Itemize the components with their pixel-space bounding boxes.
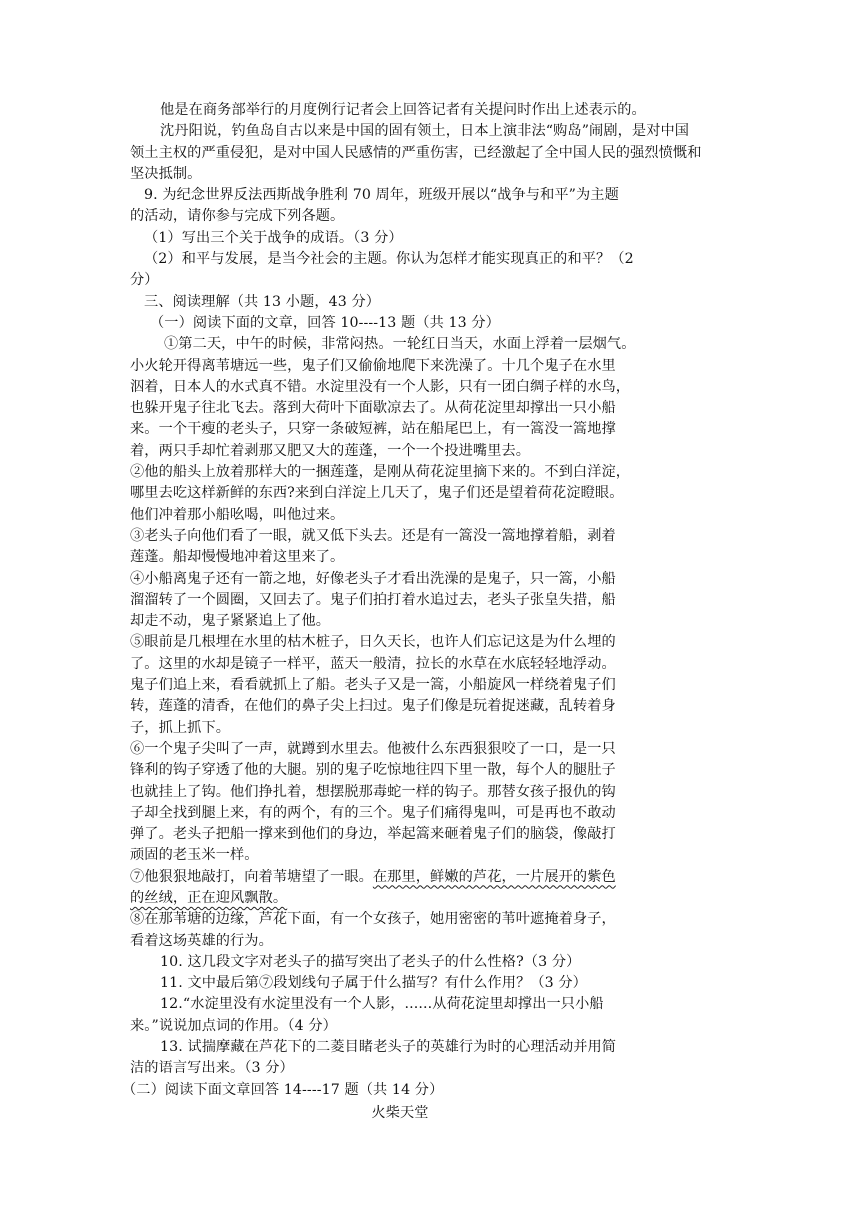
passage-para-1-line-6: 着，两只手却忙着剥那又肥又大的莲蓬，一个一个投进嘴里去。: [130, 442, 531, 459]
question-12-line-1: 12.“水淀里没有水淀里没有一个人影，......从荷花淀里却撑出一只小船: [160, 996, 604, 1013]
question-13-line-2: 洁的语言写出来。（3 分）: [130, 1060, 294, 1077]
passage-para-1-line-3: 泅着，日本人的水式真不错。水淀里没有一个人影，只有一团白绸子样的水鸟，: [130, 378, 631, 395]
passage-para-2-line-2: 哪里去吃这样新鲜的东西?来到白洋淀上几天了，鬼子们还是望着荷花淀瞪眼。: [130, 485, 624, 502]
news-paragraph-2-line-2: 领土主权的严重侵犯，是对中国人民感情的严重伤害，已经激起了全中国人民的强烈愤慨和: [130, 144, 702, 161]
passage-para-6-line-4: 子却全找到腿上来，有的两个，有的三个。鬼子们痛得鬼叫，可是再也不敢动: [130, 804, 616, 821]
question-9-sub-2-line-2: 分）: [130, 272, 159, 289]
underlined-sentence-part-1: 在那里，鲜嫩的芦花，一片展开的紫色: [372, 868, 616, 885]
part-1-heading: （一）阅读下面的文章，回答 10----13 题（共 13 分）: [150, 314, 500, 331]
underlined-sentence-part-2: 的丝绒，正在迎风飘散。: [130, 889, 288, 906]
passage-para-1-line-5: 来。一个干瘦的老头子，只穿一条破短裤，站在船尾巴上，有一篙没一篙地撑: [130, 421, 616, 438]
question-9-line-2: 的活动，请你参与完成下列各题。: [130, 208, 345, 225]
question-12-line-2: 来。”说说加点词的作用。（4 分）: [130, 1017, 337, 1034]
passage-para-8-line-2: 看着这场英雄的行为。: [130, 932, 273, 949]
passage-para-4-line-2: 溜溜转了一个圆圈，又回去了。鬼子们拍打着水追过去，老头子张皇失措，船: [130, 591, 616, 608]
article-title: 火柴天堂: [371, 1104, 429, 1121]
document-page: [122, 100, 702, 1124]
passage-para-5-line-3: 鬼子们追上来，看看就抓上了船。老头子又是一篙，小船旋风一样绕着鬼子们: [130, 677, 616, 694]
passage-para-3-line-1: ③老头子向他们看了一眼，就又低下头去。还是有一篙没一篙地撑着船，剥着: [130, 527, 616, 544]
passage-para-6-line-1: ⑥一个鬼子尖叫了一声，就蹲到水里去。他被什么东西狠狠咬了一口，是一只: [130, 740, 616, 757]
passage-para-2-line-3: 他们冲着那小船吆喝，叫他过来。: [130, 506, 345, 523]
question-9-sub-2-line-1: （2）和平与发展，是当今社会的主题。你认为怎样才能实现真正的和平？（2: [144, 251, 634, 268]
passage-para-2-line-1: ②他的船头上放着那样大的一捆莲蓬，是刚从荷花淀里摘下来的。不到白洋淀，: [130, 464, 631, 481]
question-11: 11. 文中最后第⑦段划线句子属于什么描写？有什么作用？（3 分）: [160, 975, 587, 992]
passage-para-5-line-1: ⑤眼前是几根埋在水里的枯木桩子，日久天长，也许人们忘记这是为什么埋的: [130, 634, 616, 651]
passage-para-4-line-3: 却走不动，鬼子紧紧追上了他。: [130, 613, 331, 630]
news-paragraph-2-line-1: 沈丹阳说，钓鱼岛自古以来是中国的固有领土，日本上演非法“购岛”闹剧，是对中国: [160, 123, 690, 140]
question-13-line-1: 13. 试揣摩藏在芦花下的二菱目睹老头子的英雄行为时的心理活动并用简: [160, 1039, 617, 1056]
passage-para-6-line-5: 弹了。老头子把船一撑来到他们的身边，举起篙来砸着鬼子们的脑袋，像敲打: [130, 826, 616, 843]
passage-para-5-line-4: 转，莲蓬的清香，在他们的鼻子尖上扫过。鬼子们像是玩着捉迷藏，乱转着身: [130, 698, 616, 715]
passage-para-6-line-6: 顽固的老玉米一样。: [130, 847, 259, 864]
passage-para-6-line-2: 锋利的钩子穿透了他的大腿。别的鬼子吃惊地往四下里一散，每个人的腿肚子: [130, 762, 616, 779]
question-9-sub-1: （1）写出三个关于战争的成语。（3 分）: [144, 229, 403, 246]
passage-para-1-line-2: 小火轮开得离苇塘远一些，鬼子们又偷偷地爬下来洗澡了。十几个鬼子在水里: [130, 357, 616, 374]
passage-para-6-line-3: 也就挂上了钩。他们挣扎着，想摆脱那毒蛇一样的钩子。那替女孩子报仇的钩: [130, 783, 616, 800]
passage-para-4-line-1: ④小船离鬼子还有一箭之地，好像老头子才看出洗澡的是鬼子，只一篙，小船: [130, 570, 616, 587]
passage-para-7-line-1: [130, 867, 670, 888]
passage-para-5-line-2: 了。这里的水却是镜子一样平，蓝天一般清，拉长的水草在水底轻轻地浮动。: [130, 655, 616, 672]
passage-para-8-line-1: ⑧在那苇塘的边缘，芦花下面，有一个女孩子，她用密密的苇叶遮掩着身子，: [130, 911, 616, 928]
section-3-heading: 三、阅读理解（共 13 小题，43 分）: [144, 293, 381, 310]
passage-para-7-line-2: [130, 888, 670, 909]
part-2-heading: （二）阅读下面文章回答 14----17 题（共 14 分）: [122, 1081, 444, 1098]
passage-para-1-line-4: 也躲开鬼子往北飞去。落到大荷叶下面歇凉去了。从荷花淀里却撑出一只小船: [130, 400, 616, 417]
passage-para-5-line-5: 子，抓上抓下。: [130, 719, 231, 736]
news-paragraph-1: 他是在商务部举行的月度例行记者会上回答记者有关提问时作出上述表示的。: [160, 102, 646, 118]
news-paragraph-2-line-3: 坚决抵制。: [130, 165, 202, 182]
question-10: 10. 这几段文字对老头子的描写突出了老头子的什么性格?（3 分）: [160, 953, 581, 970]
passage-para-1-line-1: ①第二天，中午的时候，非常闷热。一轮红日当天，水面上浮着一层烟气。: [164, 336, 636, 353]
question-9-line-1: 9. 为纪念世界反法西斯战争胜利 70 周年，班级开展以“战争与和平”为主题: [144, 187, 619, 204]
passage-para-3-line-2: 莲蓬。船却慢慢地冲着这里来了。: [130, 549, 345, 566]
passage-para-7-text: ⑦他狠狠地敲打，向着苇塘望了一眼。: [130, 868, 373, 885]
